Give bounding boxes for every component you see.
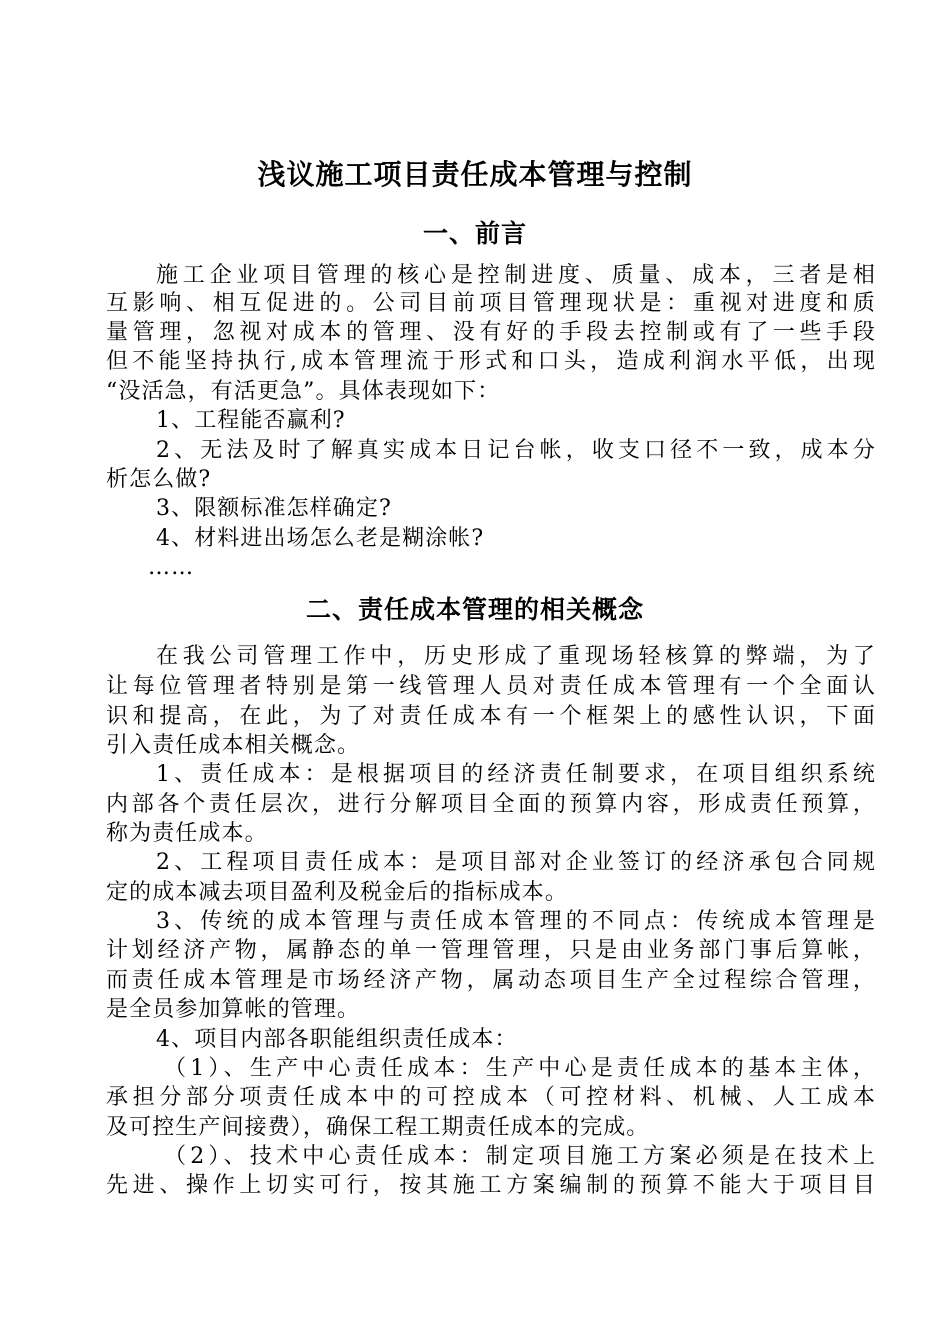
paragraph-line: 引入责任成本相关概念。 bbox=[106, 733, 361, 758]
sub-list-item: （2）、技术中心责任成本：制定项目施工方案必须是在技术上 bbox=[164, 1144, 876, 1169]
list-item: 3、传统的成本管理与责任成本管理的不同点：传统成本管理是 bbox=[156, 909, 876, 934]
paragraph-line: 是全员参加算帐的管理。 bbox=[106, 997, 361, 1022]
list-item: 4、材料进出场怎么老是糊涂帐? bbox=[156, 526, 485, 551]
section-heading-concepts: 二、责任成本管理的相关概念 bbox=[305, 595, 644, 624]
list-item-continuation: 析怎么做? bbox=[106, 467, 212, 492]
list-item: 2、无法及时了解真实成本日记台帐，收支口径不一致，成本分 bbox=[156, 438, 876, 463]
list-item: 4、项目内部各职能组织责任成本： bbox=[156, 1027, 518, 1052]
paragraph-line: 量管理，忽视对成本的管理、没有好的手段去控制或有了一些手段 bbox=[106, 320, 876, 345]
list-item: 1、工程能否赢利? bbox=[156, 408, 346, 433]
paragraph-line: 但不能坚持执行,成本管理流于形式和口头，造成利润水平低，出现 bbox=[106, 349, 876, 374]
list-item: 1、责任成本：是根据项目的经济责任制要求，在项目组织系统 bbox=[156, 762, 876, 787]
paragraph-line: 内部各个责任层次，进行分解项目全面的预算内容，形成责任预算， bbox=[106, 792, 876, 817]
paragraph-line: 在我公司管理工作中，历史形成了重现场轻核算的弊端，为了 bbox=[156, 644, 876, 669]
paragraph-line: 施工企业项目管理的核心是控制进度、质量、成本，三者是相 bbox=[156, 263, 876, 288]
list-item: 2、工程项目责任成本：是项目部对企业签订的经济承包合同规 bbox=[156, 850, 876, 875]
paragraph-line: 先进、操作上切实可行，按其施工方案编制的预算不能大于项目目 bbox=[106, 1173, 876, 1198]
paragraph-line: 让每位管理者特别是第一线管理人员对责任成本管理有一个全面认 bbox=[106, 674, 876, 699]
ellipsis-line: …… bbox=[148, 555, 195, 580]
paragraph-line: 而责任成本管理是市场经济产物，属动态项目生产全过程综合管理， bbox=[106, 968, 876, 993]
paragraph-line: “没活急，有活更急”。具体表现如下： bbox=[106, 379, 501, 404]
list-item: 3、限额标准怎样确定? bbox=[156, 496, 392, 521]
document-title: 浅议施工项目责任成本管理与控制 bbox=[257, 158, 693, 191]
sub-list-item: （1）、生产中心责任成本：生产中心是责任成本的基本主体， bbox=[164, 1056, 876, 1081]
paragraph-line: 识和提高，在此，为了对责任成本有一个框架上的感性认识，下面 bbox=[106, 704, 876, 729]
paragraph-line: 承担分部分项责任成本中的可控成本（可控材料、机械、人工成本 bbox=[106, 1085, 876, 1110]
paragraph-line: 计划经济产物，属静态的单一管理管理，只是由业务部门事后算帐， bbox=[106, 938, 876, 963]
paragraph-line: 及可控生产间接费），确保工程工期责任成本的完成。 bbox=[106, 1115, 650, 1140]
section-heading-preface: 一、前言 bbox=[422, 219, 527, 248]
paragraph-line: 互影响、相互促进的。公司目前项目管理现状是：重视对进度和质 bbox=[106, 291, 876, 316]
paragraph-line: 称为责任成本。 bbox=[106, 821, 268, 846]
paragraph-line: 定的成本减去项目盈利及税金后的指标成本。 bbox=[106, 880, 569, 905]
